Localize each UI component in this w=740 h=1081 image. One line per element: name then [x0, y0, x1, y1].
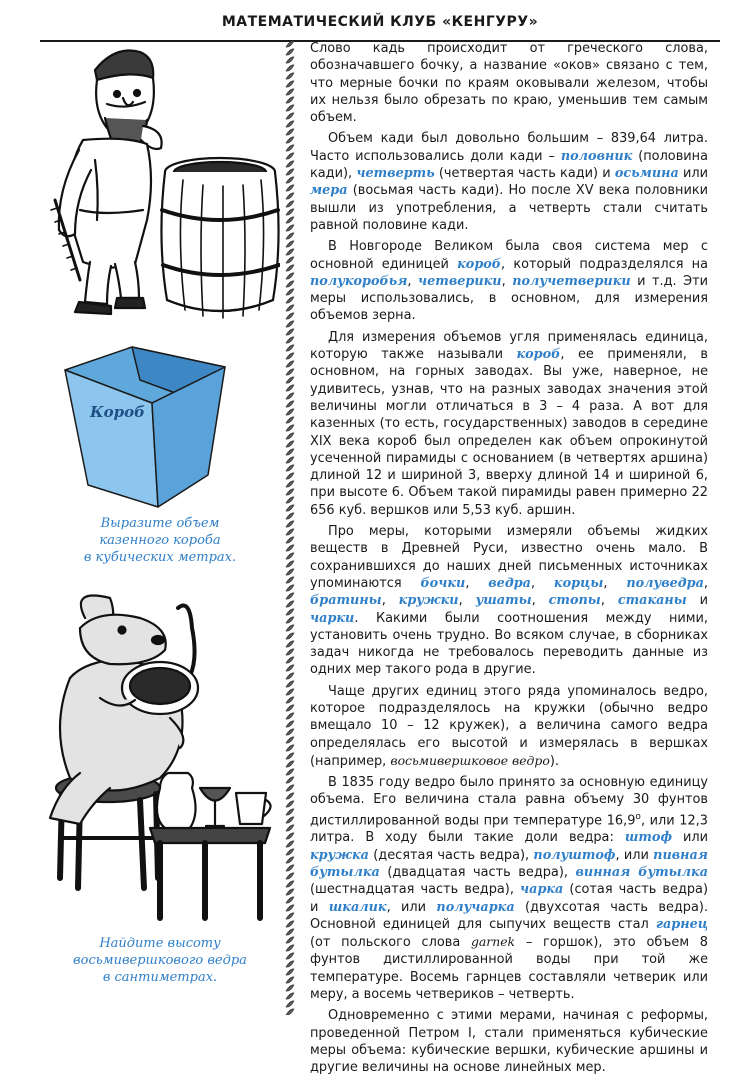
term-highlight: осьмина — [614, 166, 679, 182]
article-text — [310, 40, 708, 1081]
text-run: или — [678, 166, 708, 182]
text-run: , или 12,3 литра. В ходу были такие доли ведра: — [310, 813, 708, 846]
text-run: , ее применяли, в основном, на горных заводах. Вы уже, наверное, не удивитесь, узнав, что на разных заводах значения этой величины могли отличаться в 3 – 4 раза. А вот для казенных (то есть, государственных) заводов в середине XIX века короб был определен как объем опрокинутой усеченной пирамиды с основанием (в четвертях аршина) длиной 12 и шириной 3, вверху длиной 14 и шириной 6, при высоте 6. Объем такой пирамиды равен примерно 22 656 куб. вершков или 5,53 куб. аршин. — [310, 347, 708, 518]
text-run: (двадцатая часть ведра), — [379, 864, 576, 880]
term-highlight: шкалик — [328, 899, 387, 915]
header-title: МАТЕМАТИЧЕСКИЙ КЛУБ «КЕНГУРУ» — [221, 14, 539, 30]
caption-bucket-task — [40, 935, 280, 986]
text-run: , — [703, 575, 708, 591]
text-run: и — [686, 593, 709, 609]
paragraph-1: Слово кадь происходит от греческого слова, обозначавшего бочку, а название «оков» связано с тем, что мерные бочки по краям оковывали железом, чтобы их нельзя было обрезать по краю, уменьшив тем самым объем. — [310, 41, 708, 126]
text-run: , — [458, 593, 476, 609]
text-run: , — [530, 575, 554, 591]
term-highlight: кружки — [398, 593, 459, 609]
term-highlight: чарки — [310, 610, 355, 626]
kangaroo-with-vessels-illustration — [40, 588, 280, 927]
italic-term: garnek — [470, 934, 516, 950]
caption-line: в кубических метрах. — [83, 550, 237, 565]
text-run: , — [603, 575, 627, 591]
term-highlight: ушаты — [475, 593, 532, 609]
term-highlight: стаканы — [617, 593, 687, 609]
term-highlight: чарка — [520, 882, 564, 898]
text-run: Объем кади был довольно большим – 839,64 литра. Часто использовались доли кади – — [310, 131, 708, 164]
text-run: (шестнадцатая часть ведра), — [310, 882, 520, 898]
text-run: Для измерения объемов угля применялась единица, которую также называли — [310, 329, 708, 363]
caption-line: Выразите объем — [100, 516, 220, 531]
term-highlight: четверть — [356, 166, 435, 182]
text-run: – горшок), это объем 8 фунтов дистиллированной воды при той же температуре. Восемь гарнцев составляли четверик или меру, а восемь четвериков – четверть. — [310, 935, 708, 1003]
text-run: , — [501, 273, 513, 289]
text-run: (от польского слова — [310, 935, 471, 951]
text-run: ). — [549, 753, 559, 769]
term-highlight: четверики — [418, 273, 502, 289]
paragraph-2 — [310, 130, 708, 234]
text-run: , который подразделялся на — [501, 256, 708, 272]
page-header — [40, 10, 720, 32]
text-run: и т.д. Эти меры использовались, в основном, для измерения объемов зерна. — [310, 273, 708, 324]
paragraph-5 — [310, 523, 708, 679]
paragraph-4 — [310, 329, 708, 519]
text-run: . Какими были соотношения между ними, установить очень трудно. Во всяком случае, в сборниках задач никогда не требовалось переводить данные из одних мер такого рода в другие. — [310, 610, 708, 678]
text-run: , — [600, 593, 618, 609]
korob-box-illustration — [60, 345, 230, 514]
caption-line: в сантиметрах. — [102, 970, 218, 985]
text-run: Чаще других единиц этого ряда упоминалось ведро, которое подразделялось на кружки (обычно ведро вмещало 10 – 12 кружек), а величина самого ведра определялась его высотой и измерялась в вершках (например, — [310, 683, 708, 769]
text-run: (половина кади), — [310, 148, 708, 182]
caption-line: восьмивершкового ведра — [73, 953, 247, 968]
text-run: (сотая часть ведра) и — [310, 882, 708, 915]
man-with-barrel-illustration — [35, 40, 280, 324]
term-highlight: штоф — [624, 830, 672, 846]
term-highlight: полуштоф — [533, 847, 616, 863]
text-run: (четвертая часть кади) и — [434, 166, 615, 182]
text-run: , — [381, 593, 399, 609]
paragraph-7 — [310, 774, 708, 1003]
term-highlight: винная бутылка — [575, 864, 708, 880]
term-highlight: пивная бутылка — [310, 847, 708, 880]
text-run: или — [672, 830, 709, 846]
rope-divider — [285, 40, 295, 1015]
caption-line: Найдите высоту — [99, 936, 221, 951]
term-highlight: корцы — [553, 575, 604, 591]
text-run: (двухсотая часть ведра). Основной единицей для сыпучих веществ стал — [310, 899, 708, 932]
paragraph-3 — [310, 238, 708, 324]
korob-box-label: Короб — [90, 403, 145, 421]
degree-superscript: o — [635, 811, 641, 822]
term-highlight: кружка — [310, 847, 369, 863]
term-highlight: короб — [516, 347, 561, 363]
text-run: (восьмая часть кади). Но после XV века половники вышли из употребления, а четверть стали считать равной половине кади. — [310, 183, 708, 233]
term-highlight: ведра — [488, 575, 531, 591]
caption-korob-task — [40, 515, 280, 566]
text-run: В 1835 году ведро было принято за основную единицу объема. Его величина стала равна объему 30 фунтов дистиллированной воды при температуре 16,9 — [310, 775, 708, 829]
text-run: , — [531, 593, 549, 609]
text-run: (десятая часть ведра), — [368, 847, 534, 863]
term-highlight: полуведра — [626, 575, 704, 591]
text-run: , — [407, 273, 419, 289]
paragraph-8: Одновременно с этими мерами, начиная с реформы, проведенной Петром I, стали применяться кубические меры объема: кубические вершки, кубические аршины и другие величины на основе линейных мер. — [310, 1008, 708, 1076]
text-run: , или — [615, 847, 654, 863]
term-highlight: половник — [560, 148, 633, 164]
text-run: Про меры, которыми измеряли объемы жидких веществ в Древней Руси, известно очень мало. В сохранившихся до наших дней письменных источниках упоминаются — [310, 524, 708, 591]
paragraph-6 — [310, 683, 708, 770]
term-highlight: получарка — [436, 899, 515, 915]
term-highlight: стопы — [548, 593, 601, 609]
term-highlight: бочки — [420, 575, 466, 591]
term-highlight: короб — [457, 256, 502, 272]
term-highlight: мера — [310, 183, 348, 199]
text-run: , или — [386, 899, 437, 915]
italic-term: восьмивершковое ведро — [390, 752, 550, 768]
caption-line: казенного короба — [99, 533, 221, 548]
term-highlight: гарнец — [655, 916, 708, 932]
text-run: , — [465, 575, 489, 591]
term-highlight: полукоробья — [310, 273, 408, 289]
term-highlight: братины — [310, 593, 382, 609]
text-run: В Новгороде Великом была своя система мер с основной единицей — [310, 239, 708, 272]
term-highlight: получетверики — [512, 273, 631, 289]
